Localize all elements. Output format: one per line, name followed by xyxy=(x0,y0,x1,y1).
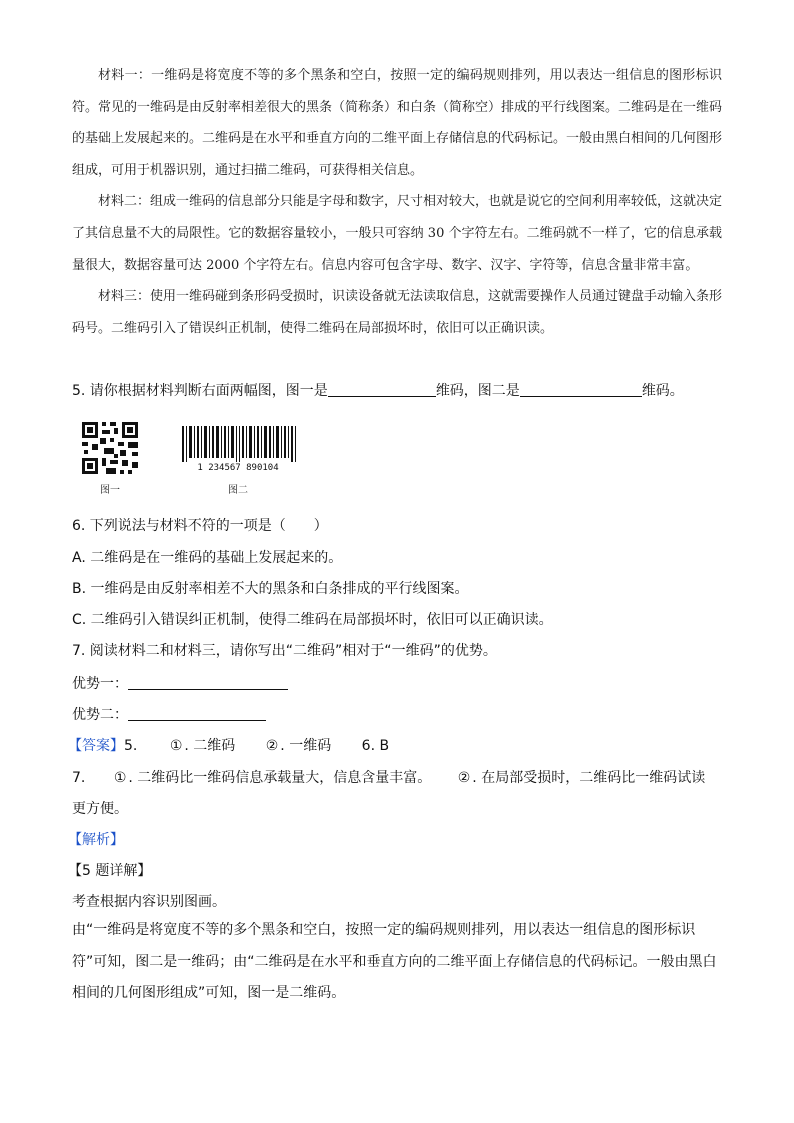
answer-marker-1: ① xyxy=(169,738,183,754)
analysis-line-1: 考查根据内容识别图画。 xyxy=(72,894,226,910)
barcode-digits: 1 234567 890104 xyxy=(197,463,279,472)
answer-marker-4: ② xyxy=(457,770,471,786)
qr-code-image xyxy=(80,420,142,476)
barcode-image xyxy=(176,426,308,472)
answer-q7-advantage-1: . 二维码比一维码信息承载量大，信息含量丰富。 xyxy=(128,770,432,786)
q5-mid: 维码，图二是 xyxy=(435,383,520,399)
advantage-2-label: 优势二： xyxy=(72,707,128,723)
analysis-tag: 【解析】 xyxy=(68,832,124,848)
q5-detail-tag: 【5 题详解】 xyxy=(68,863,152,879)
answer-q7-line xyxy=(72,767,705,787)
answer-q7-continuation: 更方便。 xyxy=(72,801,128,817)
material-two: 材料二：组成一维码的信息部分只能是字母和数字，尺寸相对较大，也就是说它的空间利用率较低，这就决定了其信息量不大的局限性。它的数据容量较小，一般只可容纳 30 个字符左右。二维码就不一样了，它的信息承载量很大，数据容量可达 2000 个字符左右。信息内容可包含字母、数字、汉字、字符等，信息含量非常丰富。 xyxy=(72,194,723,273)
answer-marker-2: ② xyxy=(265,738,279,754)
answer-q5-blank-1: . 二维码 xyxy=(184,738,236,754)
q5-suffix: 维码。 xyxy=(641,383,684,399)
reading-materials xyxy=(72,60,722,344)
answer-line xyxy=(68,735,389,755)
question-7-stem: 7. 阅读材料二和材料三，请你写出“二维码”相对于“一维码”的优势。 xyxy=(72,643,497,659)
analysis-paragraph: 由“一维码是将宽度不等的多个黑条和空白，按照一定的编码规则排列，用以表达一组信息的图形标识符”可知，图二是一维码；由“二维码是在水平和垂直方向的二维平面上存储信息的代码标记。一般由黑白相间的几何图形组成”可知，图一是二维码。 xyxy=(72,922,717,1001)
question-6-stem: 6. 下列说法与材料不符的一项是（ ） xyxy=(72,518,328,534)
q7-advantage-2 xyxy=(72,704,266,724)
answer-q5-num: 5. xyxy=(124,738,138,754)
q5-blank-2[interactable] xyxy=(520,382,642,397)
material-three: 材料三：使用一维码碰到条形码受损时，识读设备就无法读取信息，这就需要操作人员通过键盘手动输入条形码号。二维码引入了错误纠正机制，使得二维码在局部损坏时，依旧可以正确识读。 xyxy=(72,289,723,336)
question-5 xyxy=(72,380,684,400)
figures xyxy=(78,420,318,495)
material-one: 材料一：一维码是将宽度不等的多个黑条和空白，按照一定的编码规则排列，用以表达一组信息的图形标识符。常见的一维码是由反射率相差很大的黑条（简称条）和白条（简称空）排成的平行线图案。二维码是在一维码的基础上发展起来的。二维码是在水平和垂直方向的二维平面上存储信息的代码标记。一般由黑白相间的几何图形组成，可用于机器识别，通过扫描二维码，可获得相关信息。 xyxy=(72,68,723,178)
answer-tag: 【答案】 xyxy=(68,738,124,754)
advantage-2-blank[interactable] xyxy=(128,706,266,721)
answer-q6: 6. B xyxy=(361,738,390,754)
advantage-1-blank[interactable] xyxy=(128,675,288,690)
answer-q5-blank-2: . 一维码 xyxy=(280,738,332,754)
answer-marker-3: ① xyxy=(113,770,127,786)
figure-2-caption: 图二 xyxy=(228,485,248,496)
figure-1-caption: 图一 xyxy=(100,485,120,496)
advantage-1-label: 优势一： xyxy=(72,676,128,692)
q6-option-b: B. 一维码是由反射率相差不大的黑条和白条排成的平行线图案。 xyxy=(72,581,469,597)
answer-q7-num: 7. xyxy=(72,770,86,786)
q5-prefix: 5. 请你根据材料判断右面两幅图，图一是 xyxy=(72,383,328,399)
q6-option-c: C. 二维码引入错误纠正机制，使得二维码在局部损坏时，依旧可以正确识读。 xyxy=(72,612,553,628)
answer-q7-advantage-2: . 在局部受损时，二维码比一维码试读 xyxy=(472,770,706,786)
q7-advantage-1 xyxy=(72,673,288,693)
q5-blank-1[interactable] xyxy=(328,382,436,397)
q6-option-a: A. 二维码是在一维码的基础上发展起来的。 xyxy=(72,550,343,566)
